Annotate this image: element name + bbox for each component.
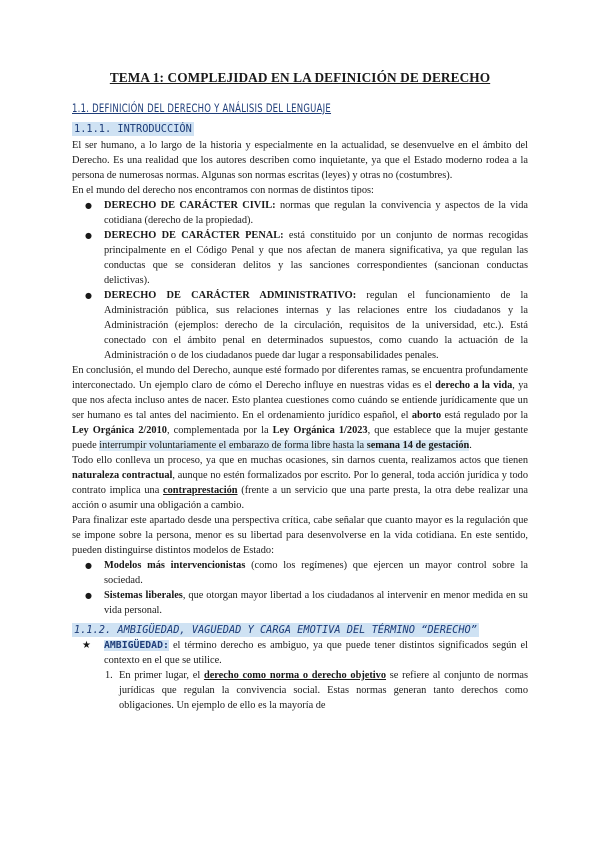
term-ambiguedad: AMBIGÜEDAD: (104, 640, 169, 651)
text-administrativo: regulan el funcionamiento de la Administración pública, sus relaciones internas y las relaciones entre los ciudadanos y la Administración (ejemplos: derecho de la circulación, requisitos de la universidad, etc.). Está conectado con el ámbito penal en determinados supuestos, como cuando la actuación de la Administración o de los ciudadanos puede dar lugar a responsabilidades penales. (104, 290, 528, 361)
text-run: , ya que nos afecta incluso antes de nacer. Esto plantea cuestiones como cuándo se entiende jurídicamente que un ser humano es tal antes del nacimiento. En el ordenamiento jurídico español, el (72, 380, 528, 421)
text-run: , que establece que la mujer gestante puede (72, 425, 529, 451)
term-penal: DERECHO DE CARÁCTER PENAL: (104, 230, 284, 241)
state-models-list (72, 558, 528, 618)
text-run: , aunque no estén formalizados por escrito. Por lo general, toda acción jurídica y todo contrato implica una (72, 470, 528, 496)
list-item-penal (104, 228, 528, 288)
bold-underline-run: derecho como norma o derecho objetivo (203, 670, 387, 681)
bold-run: naturaleza contractual (72, 470, 173, 481)
section-heading-1-1: 1.1. DEFINICIÓN DEL DERECHO Y ANÁLISIS DEL LENGUAJE (72, 101, 332, 115)
list-item-ambiguedad (104, 638, 528, 713)
document-title: TEMA 1: COMPLEJIDAD EN LA DEFINICIÓN DE DERECHO (109, 70, 491, 85)
list-item-civil (104, 198, 528, 228)
term-administrativo: DERECHO DE CARÁCTER ADMINISTRATIVO: (104, 290, 357, 301)
bold-run: derecho a la vida (435, 380, 513, 391)
intro-paragraph-2: En el mundo del derecho nos encontramos con normas de distintos tipos: (72, 185, 374, 196)
bold-run: aborto (411, 410, 442, 421)
text-ambiguedad: el término derecho es ambiguo, ya que puede tener distintos significados según el contexto en el que se utilice. (104, 640, 528, 666)
text-run: (frente a un servicio que una parte presta, la otra debe realizar una acción o asumir una obligación a cambio. (72, 485, 528, 511)
text-run: . (469, 440, 472, 451)
highlight-bold-run: semana 14 de gestación (366, 440, 470, 451)
text-run: está regulado por la (441, 410, 528, 421)
list-item-liberales (104, 588, 528, 618)
highlight-run: interrumpir voluntariamente el embarazo de forma libre hasta la (99, 440, 367, 451)
term-liberales: Sistemas liberales (104, 590, 183, 601)
text-run: Todo ello conlleva un proceso, ya que en muchas ocasiones, sin darnos cuenta, realizamos actos que tienen (72, 455, 528, 466)
section-heading-1-1-2: 1.1.2. AMBIGÜEDAD, VAGUEDAD Y CARGA EMOTIVA DEL TÉRMINO “DERECHO” (74, 624, 477, 636)
conclusion-paragraph (72, 363, 528, 453)
list-item-meaning-1 (105, 668, 528, 713)
term-civil: DERECHO DE CARÁCTER CIVIL: (104, 200, 276, 211)
bold-underline-run: contraprestación (163, 485, 238, 496)
process-paragraph (72, 453, 528, 513)
intro-paragraph-1: El ser humano, a lo largo de la historia y especialmente en la actualidad, se desenvuelve en el ámbito del Derecho. Es una realidad que los autores describen como inquietante, ya que el Estado moderno rodea a la persona de numerosas normas. Algunas son normas escritas (leyes) y otras no (costumbres). (72, 140, 528, 181)
term-intervencionistas: Modelos más intervencionistas (104, 560, 246, 571)
section-heading-1-1-1: 1.1.1. INTRODUCCIÓN (74, 123, 192, 135)
bold-run: Ley Orgánica 2/2010 (72, 425, 167, 436)
text-run: , complementada por la (166, 425, 273, 436)
text-run: En conclusión, el mundo del Derecho, aunque esté formado por diferentes ramas, se encuentra profundamente interconectado. Un ejemplo claro de cómo el Derecho influye en nuestras vidas es el (72, 365, 528, 391)
list-item-administrativo (104, 288, 528, 363)
text-intervencionistas: (como los regímenes) que ejercen un mayor control sobre la sociedad. (104, 560, 528, 586)
list-item-intervencionistas (104, 558, 528, 588)
text-run: se refiere al conjunto de normas jurídicas que regulan la convivencia social. Estas normas generan tanto derechos como obligaciones. Un ejemplo de ello es la mayoría de (119, 670, 528, 711)
text-penal: está constituido por un conjunto de normas recogidas principalmente en el Código Penal y que nos afectan de manera significativa, ya que regulan las conductas que se consideran delitos y las sanciones correspondientes (sancionan conductas delictivas). (104, 230, 529, 286)
ambiguity-list (72, 638, 528, 713)
final-paragraph: Para finalizar este apartado desde una perspectiva crítica, cabe señalar que cuanto mayor es la regulación que se impone sobre la persona, menor es su libertad para desenvolverse en la vida cotidiana. En este sentido, pueden distinguirse distintos modelos de Estado: (72, 515, 528, 556)
text-run: En primer lugar, el (119, 670, 204, 681)
bold-run: Ley Orgánica 1/2023 (272, 425, 368, 436)
item-number: 1. (105, 670, 113, 681)
text-civil: normas que regulan la convivencia y aspectos de la vida cotidiana (derecho de la propiedad). (104, 200, 528, 226)
meanings-list (104, 668, 528, 713)
law-types-list (72, 198, 528, 363)
text-liberales: , que otorgan mayor libertad a los ciudadanos al intervenir en menor medida en su vida personal. (104, 590, 528, 616)
